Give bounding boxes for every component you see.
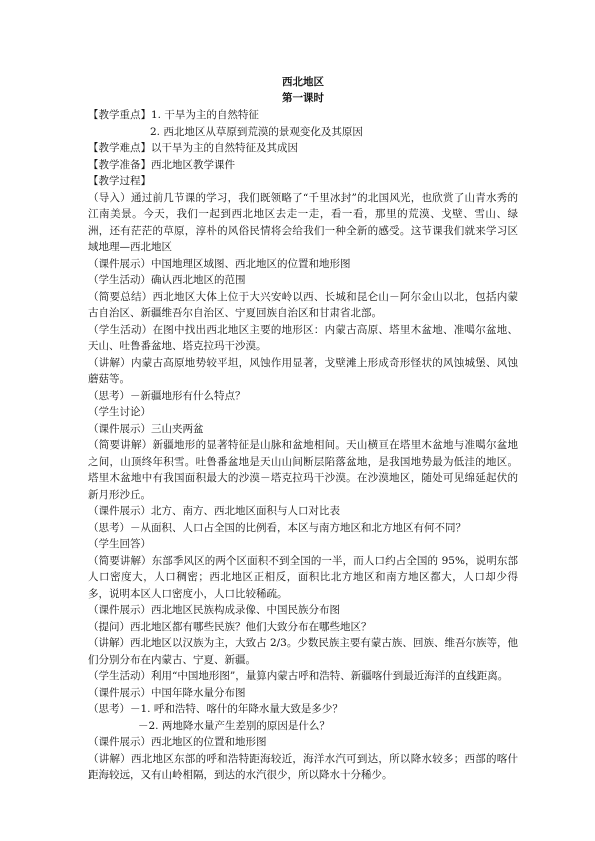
explanation-paragraph-5: （讲解）西北地区东部的呼和浩特距海较近，海洋水汽可到达，所以降水较多；西部的喀什距海较远，又有山岭相隔，到达的水汽很少，所以降水十分稀少。 <box>88 752 518 781</box>
summary-paragraph-1: （简要总结）西北地区大体上位于大兴安岭以西、长城和昆仑山－阿尔金山以北，包括内蒙古自治区、新疆维吾尔自治区、宁夏回族自治区和甘肃省北部。 <box>88 290 518 319</box>
intro-paragraph: （导入）通过前几节课的学习，我们既领略了“千里冰封”的北国风光，也欣赏了山青水秀的江南美景。今天，我们一起到西北地区去走一走，看一看，那里的荒漠、戈壁、雪山、绿洲，还有茫茫的草原，淳朴的风俗民情将会给我们一种全新的感受。这节课我们就来学习区域地理—西北地区 <box>88 191 518 253</box>
difficulty-line: 【教学难点】以干旱为主的自然特征及其成因 <box>88 142 298 154</box>
explanation-paragraph-3: （简要讲解）东部季风区的两个区面积不到全国的一半，而人口约占全国的 95%，说明东部人口密度大，人口稠密；西北地区正相反，面积比北方地区和南方地区都大，人口却少得多，说明本区人口密度小，人口比较稀疏。 <box>88 554 518 600</box>
explanation-paragraph-4: （讲解）西北地区以汉族为主，大致占 2/3。少数民族主要有蒙古族、回族、维吾尔族等，他们分别分布在内蒙古、宁夏、新疆。 <box>88 637 518 666</box>
question-line: （提问）西北地区都有哪些民族？他们大致分布在哪些地区？ <box>88 620 372 633</box>
document-page <box>88 74 518 784</box>
thinking-line-2: （思考）－从面积、人口占全国的比例看，本区与南方地区和北方地区有何不同？ <box>88 521 466 534</box>
student-discussion: （学生讨论） <box>88 406 151 418</box>
thinking-line-3: （思考）－1. 呼和浩特、喀什的年降水量大致是多少？ <box>88 703 343 715</box>
student-activity-2: （学生活动）在图中找出西北地区主要的地形区：内蒙古高原、塔里木盆地、准噶尔盆地、天山、吐鲁番盆地、塔克拉玛干沙漠。 <box>88 323 518 352</box>
explanation-paragraph-2: （简要讲解）新疆地形的显著特征是山脉和盆地相间。天山横亘在塔里木盆地与准噶尔盆地之间，山顶终年积雪。吐鲁番盆地是天山山间断层陷落盆地，是我国地势最为低洼的地区。塔里木盆地中有我国面积最大的沙漠－塔克拉玛干沙漠。在沙漠地区，随处可见绵延起伏的新月形沙丘。 <box>88 439 518 501</box>
preparation-line: 【教学准备】西北地区教学课件 <box>88 158 235 171</box>
thinking-line-1: （思考）－新疆地形有什么特点？ <box>88 389 246 402</box>
key-point-2: 2. 西北地区从草原到荒漠的景观变化及其原因 <box>150 125 363 138</box>
courseware-line-4: （课件展示）西北地区民族构成录像、中国民族分布图 <box>88 604 340 616</box>
courseware-line-1: （课件展示）中国地理区域图、西北地区的位置和地形图 <box>88 257 351 270</box>
courseware-line-3: （课件展示）北方、南方、西北地区面积与人口对比表 <box>88 505 340 517</box>
courseware-line-6: （课件展示）西北地区的位置和地形图 <box>88 736 267 748</box>
student-answer: （学生回答） <box>88 538 151 550</box>
thinking-line-4: －2. 两地降水量产生差别的原因是什么？ <box>138 719 330 732</box>
courseware-line-2: （课件展示）三山夹两盆 <box>88 422 204 435</box>
explanation-paragraph-1: （讲解）内蒙古高原地势较平坦，风蚀作用显著，戈壁滩上形成奇形怪状的风蚀城堡、风蚀蘑菇等。 <box>88 356 518 385</box>
student-activity-1: （学生活动）确认西北地区的范围 <box>88 274 246 286</box>
student-activity-3: （学生活动）利用“中国地形图”，量算内蒙古呼和浩特、新疆喀什到最近海洋的直线距离。 <box>88 670 509 682</box>
document-subtitle: 第一课时 <box>282 92 324 104</box>
courseware-line-5: （课件展示）中国年降水量分布图 <box>88 686 246 699</box>
key-point-1: 【教学重点】1. 干旱为主的自然特征 <box>88 109 259 121</box>
document-title: 西北地区 <box>282 76 324 88</box>
process-heading: 【教学过程】 <box>88 175 151 187</box>
